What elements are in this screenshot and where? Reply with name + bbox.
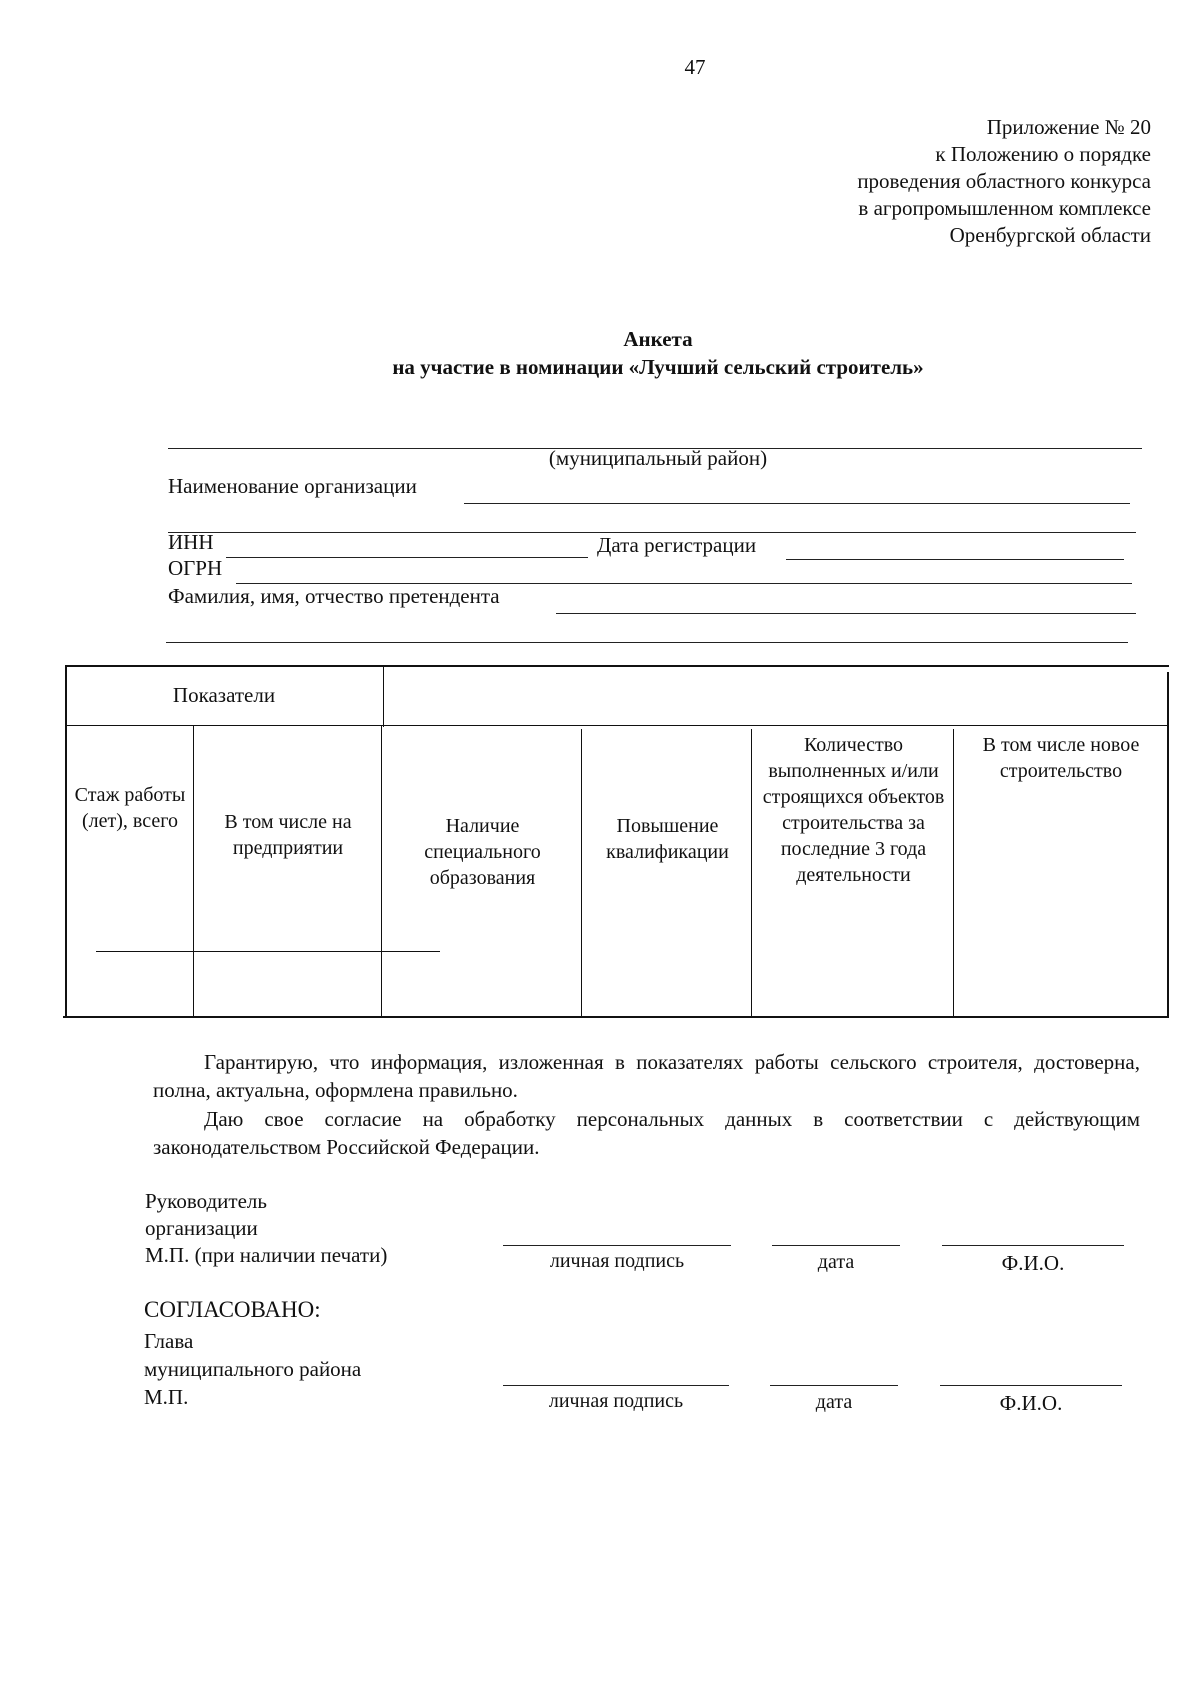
applicant-name-label: Фамилия, имя, отчество претендента [168, 584, 500, 608]
guarantee-statement: Гарантирую, что информация, изложенная в показателях работы сельского строителя, достоверна, полна, актуальна, оформлена правильно. [153, 1050, 1140, 1102]
agreed-date-caption: дата [815, 1391, 853, 1413]
head-name-caption: Ф.И.О. [1001, 1251, 1065, 1275]
agreed-heading: СОГЛАСОВАНО: [144, 1297, 321, 1322]
head-signatory-org: организации [145, 1216, 258, 1240]
inn-label: ИНН [168, 530, 214, 554]
head-name-line[interactable] [942, 1245, 1124, 1246]
head-signatory-title: Руководитель [145, 1189, 267, 1213]
org-name-label: Наименование организации [168, 474, 417, 498]
table-header-divider [65, 725, 1169, 726]
column-header-completed-objects: Количество выполненных и/или строящихся объектов строительства за последние 3 года деятельности [762, 734, 945, 886]
table-border-top [65, 665, 1169, 667]
agreed-signatory-stamp: М.П. [144, 1385, 189, 1409]
appendix-line: проведения областного конкурса [857, 169, 1151, 193]
page-number: 47 [684, 55, 706, 79]
table-header-separator [383, 667, 384, 727]
column-header-experience-at-enterprise: В том числе на предприятии [224, 811, 352, 859]
table-border-right [1167, 672, 1169, 1017]
district-caption: (муниципальный район) [548, 446, 768, 470]
head-signature-caption: личная подпись [549, 1250, 685, 1272]
reg-date-label: Дата регистрации [597, 533, 757, 557]
table-border-bottom [63, 1016, 1169, 1018]
agreed-name-line[interactable] [940, 1385, 1122, 1386]
column-header-total-experience: Стаж работы (лет), всего [74, 784, 186, 832]
appendix-line: Приложение № 20 [986, 115, 1151, 139]
ogrn-label: ОГРН [168, 556, 223, 580]
consent-statement: Даю свое согласие на обработку персональных данных в соответствии с действующим законодательством Российской Федерации. [153, 1107, 1140, 1159]
appendix-line: к Положению о порядке [935, 142, 1151, 166]
head-signatory-stamp: М.П. (при наличии печати) [145, 1243, 388, 1267]
agreed-date-line[interactable] [770, 1385, 898, 1386]
column-header-new-construction: В том числе новое строительство [982, 734, 1140, 782]
agreed-signatory-title: Глава [144, 1329, 194, 1353]
agreed-signature-caption: личная подпись [548, 1390, 684, 1412]
agreed-signatory-block [144, 1327, 361, 1411]
table-input-cell[interactable] [955, 952, 1166, 1015]
column-header-qualification-upgrade: Повышение квалификации [606, 815, 729, 863]
head-signatory-block [145, 1188, 387, 1269]
table-input-cell[interactable] [383, 952, 580, 1015]
form-subtitle: на участие в номинации «Лучший сельский строитель» [392, 355, 924, 379]
table-header-indicators: Показатели [172, 683, 276, 707]
table-input-cell[interactable] [753, 952, 952, 1015]
agreed-signatory-district: муниципального района [144, 1357, 362, 1381]
head-date-line[interactable] [772, 1245, 900, 1246]
head-signature-line[interactable] [503, 1245, 731, 1246]
table-input-cell[interactable] [583, 952, 750, 1015]
agreed-name-caption: Ф.И.О. [999, 1391, 1063, 1415]
appendix-line: Оренбургской области [949, 223, 1151, 247]
head-date-caption: дата [817, 1251, 855, 1273]
table-input-cell[interactable] [67, 952, 192, 1015]
appendix-line: в агропромышленном комплексе [858, 196, 1151, 220]
agreed-signature-line[interactable] [503, 1385, 729, 1386]
form-title: Анкета [623, 327, 693, 351]
table-input-cell[interactable] [195, 952, 380, 1015]
column-header-special-education: Наличие специального образования [424, 815, 541, 889]
